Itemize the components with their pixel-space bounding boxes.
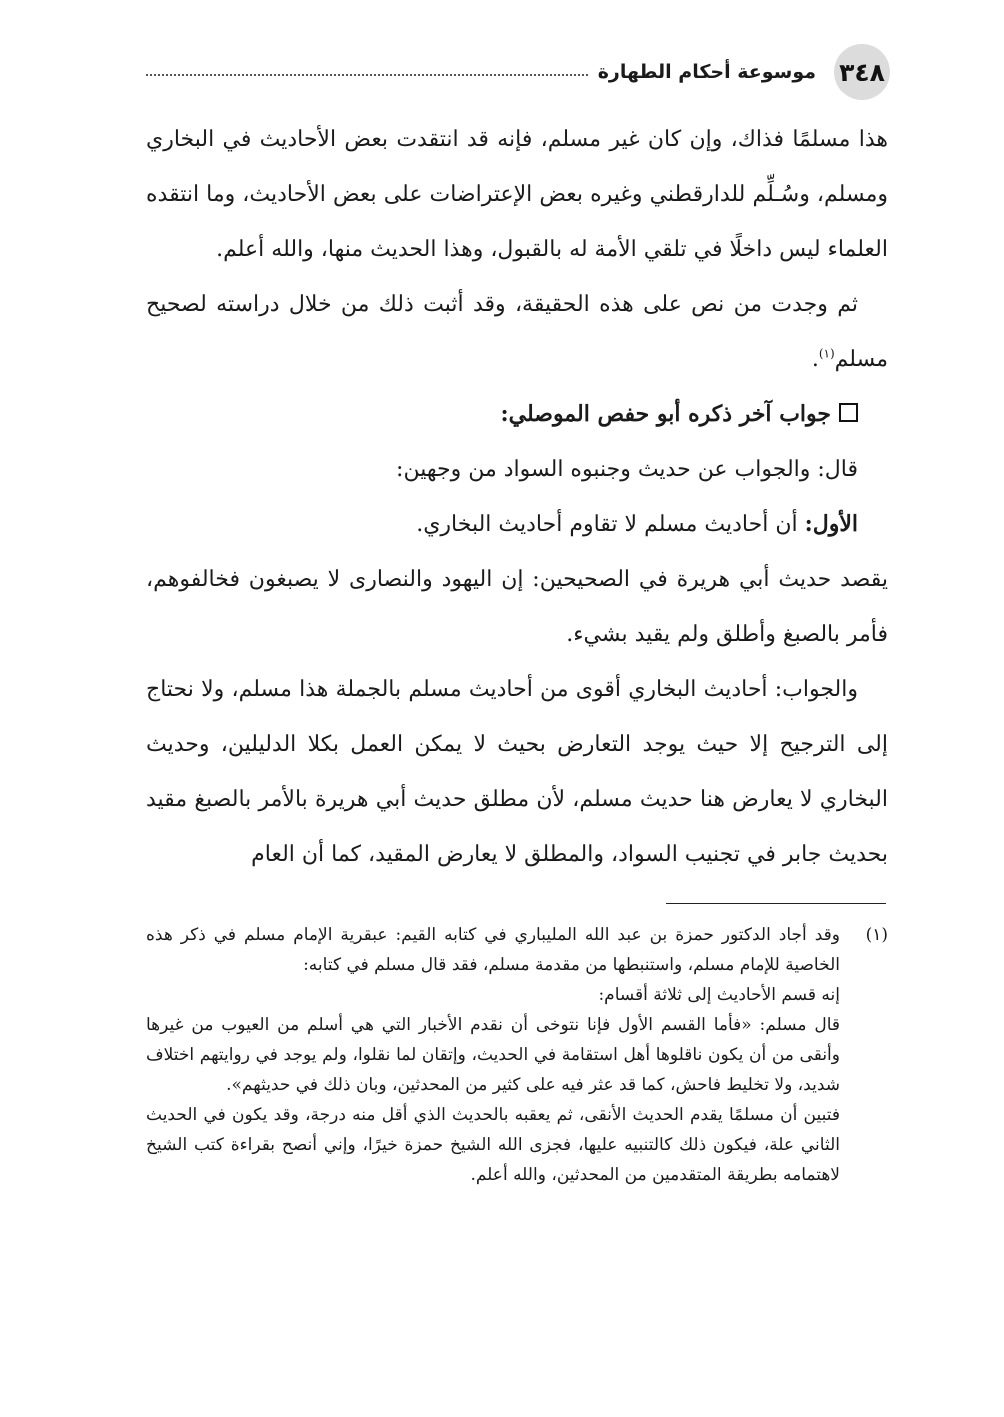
- paragraph-2-end: .: [811, 347, 819, 372]
- footnote-1: [146, 920, 888, 980]
- paragraph-4: [146, 497, 888, 552]
- footnotes: [146, 920, 888, 1190]
- paragraph-4-lead: الأول:: [804, 511, 858, 537]
- paragraph-2-text: ثم وجدت من نص على هذه الحقيقة، وقد أثبت ذلك من خلال دراسته لصحيح مسلم: [146, 292, 888, 372]
- paragraph-3: قال: والجواب عن حديث وجنبوه السواد من وجهين:: [396, 457, 858, 482]
- paragraph-6: والجواب: أحاديث البخاري أقوى من أحاديث مسلم بالجملة هذا مسلم، ولا نحتاج إلى الترجيح إلا حيث يوجد التعارض بحيث لا يمكن العمل بكلا الدليلين، وحديث البخاري لا يعارض هنا حديث مسلم، لأن مطلق حديث أبي هريرة بالأمر بالصبغ مقيد بحديث جابر في تجنيب السواد، والمطلق لا يعارض المقيد، كما أن العام: [146, 677, 888, 867]
- footnote-line-4: فتبين أن مسلمًا يقدم الحديث الأنقى، ثم يعقبه بالحديث الذي أقل منه درجة، وقد يكون في الحديث الثاني علة، فيكون ذلك كالتنبيه عليها، فجزى الله الشيخ حمزة خيرًا، وإني أنصح بقراءة كتب الشيخ لاهتمامه بطريقة المتقدمين من المحدثين، والله أعلم.: [146, 1105, 840, 1185]
- paragraph-1: هذا مسلمًا فذاك، وإن كان غير مسلم، فإنه قد انتقدت بعض الأحاديث في البخاري ومسلم، وسُـلِّم للدارقطني وغيره بعض الإعتراضات على بعض الأحاديث، وما انتقده العلماء ليس داخلًا في تلقي الأمة له بالقبول، وهذا الحديث منها، والله أعلم.: [146, 127, 888, 262]
- page-number: ٣٤٨: [834, 44, 890, 100]
- paragraph-5: يقصد حديث أبي هريرة في الصحيحين: إن اليهود والنصارى لا يصبغون فخالفوهم، فأمر بالصبغ وأطلق ولم يقيد بشيء.: [146, 567, 888, 647]
- section-heading: [146, 387, 888, 442]
- footnote-1-text: وقد أجاد الدكتور حمزة بن عبد الله المليباري في كتابه القيم: عبقرية الإمام مسلم في ذكر هذه الخاصية للإمام مسلم، واستنبطها من مقدمة مسلم، فقد قال مسلم في كتابه:: [146, 925, 840, 975]
- footnote-line-3: قال مسلم: «فأما القسم الأول فإنا نتوخى أن نقدم الأخبار التي هي أسلم من العيوب من غيرها وأنقى من أن يكون ناقلوها أهل استقامة في الحديث، وإتقان لما نقلوا، ولم يوجد في روايتهم اختلاف شديد، ولا تخليط فاحش، كما قد عثر فيه على كثير من المحدثين، وبان ذلك في حديثهم».: [146, 1015, 840, 1095]
- book-title: موسوعة أحكام الطهارة: [597, 61, 816, 83]
- checkbox-square-icon: [839, 403, 858, 422]
- paragraph-2: [146, 277, 888, 387]
- footnote-reference: (١): [818, 346, 835, 361]
- footnote-number: (١): [865, 925, 888, 945]
- section-heading-text: جواب آخر ذكره أبو حفص الموصلي:: [500, 401, 831, 427]
- paragraph-4-text: أن أحاديث مسلم لا تقاوم أحاديث البخاري.: [416, 512, 798, 537]
- footnote-line-2: إنه قسم الأحاديث إلى ثلاثة أقسام:: [598, 985, 840, 1005]
- footnote-separator: [666, 903, 886, 904]
- main-text: [146, 112, 888, 882]
- running-header: [146, 58, 826, 86]
- header-dotted-rule: [146, 74, 588, 76]
